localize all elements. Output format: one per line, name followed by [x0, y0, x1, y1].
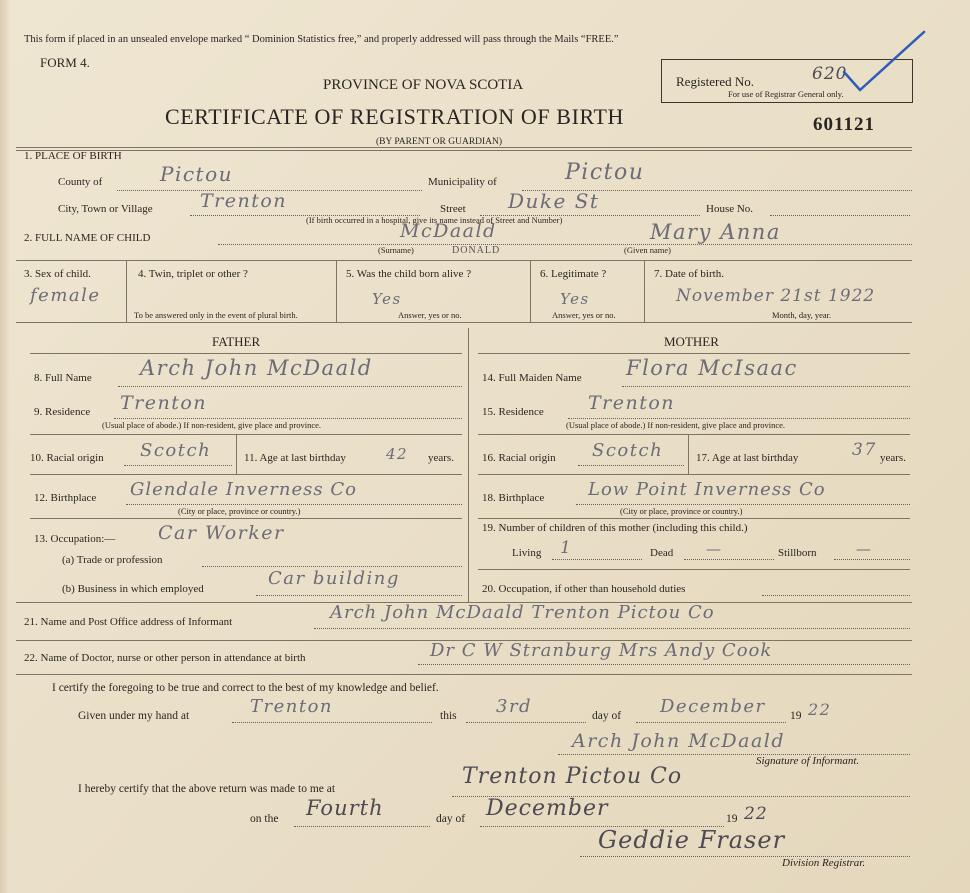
registered-no-label: Registered No.: [676, 74, 754, 89]
this-label: this: [440, 710, 457, 722]
informant-signature: Arch John McDaald: [572, 730, 786, 752]
registrar-day: Fourth: [306, 796, 384, 820]
registrar-signature-label: Division Registrar.: [782, 857, 866, 869]
dead-count: —: [706, 540, 723, 558]
registrar-certification-text: I hereby certify that the above return was made to me at: [78, 783, 336, 795]
born-alive-label: 5. Was the child born alive ?: [346, 268, 472, 280]
given-place: Trenton: [250, 696, 334, 717]
house-no-label: House No.: [706, 203, 754, 215]
mother-age-label: 17. Age at last birthday: [696, 452, 799, 464]
children-count-label: 19. Number of children of this mother (including this child.): [482, 522, 748, 534]
certify-day-of-label: day of: [592, 710, 622, 722]
legitimate-note: Answer, yes or no.: [552, 310, 616, 320]
mother-birthplace-label: 18. Birthplace: [482, 492, 545, 504]
mother-age: 37: [852, 440, 877, 460]
mother-residence: Trenton: [588, 392, 676, 414]
stillborn-count: —: [856, 540, 873, 558]
child-surname: McDaald: [400, 220, 497, 242]
father-birthplace: Glendale Inverness Co: [130, 479, 357, 500]
mother-heading: MOTHER: [664, 334, 719, 349]
child-name-label: 2. FULL NAME OF CHILD: [24, 232, 151, 244]
form-number: FORM 4.: [40, 55, 90, 70]
given-under-hand-label: Given under my hand at: [78, 710, 190, 722]
mother-birthplace: Low Point Inverness Co: [588, 479, 826, 500]
business-label: (b) Business in which employed: [62, 583, 204, 595]
registrar-month: December: [486, 796, 609, 821]
father-age-label: 11. Age at last birthday: [244, 452, 346, 464]
legitimate-value: Yes: [560, 290, 590, 308]
living-count: 1: [560, 538, 573, 558]
city-value: Trenton: [200, 190, 288, 212]
father-racial-origin: Scotch: [140, 440, 212, 461]
registrar-year: 22: [744, 804, 768, 824]
mother-occupation-label: 20. Occupation, if other than household duties: [482, 583, 686, 595]
father-years-label: years.: [428, 452, 454, 464]
registered-no-value: 620: [812, 64, 848, 84]
surname-caption: (Surname): [378, 245, 414, 255]
date-of-birth-note: Month, day, year.: [772, 310, 832, 320]
street-label: Street: [440, 203, 466, 215]
registrar-day-of-label: day of: [436, 813, 466, 825]
father-birthplace-label: 12. Birthplace: [34, 492, 97, 504]
father-racial-label: 10. Racial origin: [30, 452, 104, 464]
certify-month: December: [660, 696, 766, 717]
father-occupation-label: 13. Occupation:—: [34, 533, 116, 545]
father-heading: FATHER: [212, 334, 261, 349]
certificate-title: CERTIFICATE OF REGISTRATION OF BIRTH: [165, 104, 624, 129]
place-of-birth-label: 1. PLACE OF BIRTH: [24, 150, 122, 162]
given-name-caption: (Given name): [624, 245, 671, 255]
municipality-label: Municipality of: [428, 176, 497, 188]
mother-residence-note: (Usual place of abode.) If non-resident, give place and province.: [566, 420, 786, 430]
date-of-birth-value: November 21st 1922: [676, 286, 876, 306]
informant-signature-label: Signature of Informant.: [756, 755, 860, 767]
attendant-value: Dr C W Stranburg Mrs Andy Cook: [430, 640, 773, 661]
mother-years-label: years.: [880, 452, 906, 464]
mother-racial-origin: Scotch: [592, 440, 664, 461]
mother-birthplace-note: (City or place, province or country.): [620, 506, 743, 516]
postal-notice: This form if placed in an unsealed envelope marked “ Dominion Statistics free,” and properly addressed will pass through the Mails “FREE.”: [24, 34, 619, 45]
born-alive-value: Yes: [372, 290, 402, 308]
registrar-year-prefix: 19: [726, 813, 738, 825]
mother-residence-label: 15. Residence: [482, 406, 544, 418]
twin-label: 4. Twin, triplet or other ?: [138, 268, 248, 280]
attendant-label: 22. Name of Doctor, nurse or other person in attendance at birth: [24, 652, 306, 664]
registrar-signature: Geddie Fraser: [598, 826, 786, 854]
certify-year: 22: [808, 700, 832, 719]
check-mark-icon: [840, 28, 930, 98]
county-value: Pictou: [160, 162, 234, 186]
street-value: Duke St: [508, 189, 600, 213]
father-residence-label: 9. Residence: [34, 406, 91, 418]
binding-edge: [0, 0, 10, 893]
registrar-place: Trenton Pictou Co: [462, 764, 683, 789]
surname-correction: DONALD: [452, 245, 501, 256]
born-alive-note: Answer, yes or no.: [398, 310, 462, 320]
dead-label: Dead: [650, 547, 674, 559]
father-birthplace-note: (City or place, province or country.): [178, 506, 301, 516]
child-given-name: Mary Anna: [650, 220, 781, 244]
father-occupation: Car Worker: [158, 522, 285, 544]
twin-note: To be answered only in the event of plural birth.: [134, 310, 298, 320]
living-label: Living: [512, 547, 542, 559]
certification-text: I certify the foregoing to be true and correct to the best of my knowledge and belief.: [52, 682, 439, 694]
informant-label: 21. Name and Post Office address of Informant: [24, 616, 233, 628]
mother-name-label: 14. Full Maiden Name: [482, 372, 582, 384]
certify-day: 3rd: [496, 696, 533, 717]
trade-label: (a) Trade or profession: [62, 554, 163, 566]
father-residence: Trenton: [120, 392, 208, 414]
hospital-note: (If birth occurred in a hospital, give its name instead of Street and Number): [306, 215, 563, 225]
mother-racial-label: 16. Racial origin: [482, 452, 556, 464]
municipality-value: Pictou: [565, 160, 645, 185]
date-of-birth-label: 7. Date of birth.: [654, 268, 724, 280]
province-heading: PROVINCE OF NOVA SCOTIA: [323, 77, 524, 93]
mother-maiden-name: Flora McIsaac: [626, 356, 798, 380]
county-label: County of: [58, 176, 103, 188]
registered-no-note: For use of Registrar General only.: [728, 89, 844, 99]
certificate-subtitle: (BY PARENT OR GUARDIAN): [376, 137, 503, 147]
serial-number: 601121: [813, 114, 875, 135]
stillborn-label: Stillborn: [778, 547, 817, 559]
sex-label: 3. Sex of child.: [24, 268, 91, 280]
legitimate-label: 6. Legitimate ?: [540, 268, 607, 280]
registrar-on-the-label: on the: [250, 813, 279, 825]
informant-value: Arch John McDaald Trenton Pictou Co: [330, 602, 715, 623]
father-business: Car building: [268, 568, 400, 589]
father-name: Arch John McDaald: [140, 356, 373, 380]
city-label: City, Town or Village: [58, 203, 153, 215]
father-age: 42: [386, 445, 409, 463]
father-residence-note: (Usual place of abode.) If non-resident, give place and province.: [102, 420, 322, 430]
father-name-label: 8. Full Name: [34, 372, 92, 384]
certify-year-prefix: 19: [790, 710, 802, 722]
sex-value: female: [30, 285, 101, 306]
